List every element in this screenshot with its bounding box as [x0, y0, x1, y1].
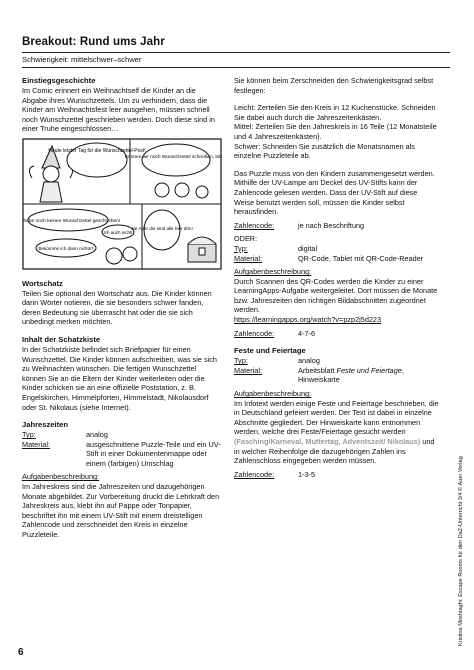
code-row-1 — [234, 221, 439, 231]
seasons-heading: Jahreszeiten — [22, 420, 69, 430]
type-value: analog — [86, 430, 108, 440]
cut-intro: Sie können beim Zerschneiden den Schwierigkeitsgrad selbst festlegen: — [234, 76, 434, 95]
task-text-end: und in welcher Reihenfolge die dazugehörigen Zahlen ins Zahlenschloss eingegeben werden müssen. — [234, 437, 435, 466]
task-label: Aufgabenbeschreibung: — [22, 472, 100, 482]
level-easy: Leicht: Zerteilen Sie den Kreis in 12 Kuchenstücke. Schneiden Sie dabei auch durch die Jahreszeitenkästen. — [234, 103, 436, 122]
vocab-text: Teilen Sie optional den Wortschatz aus. Die Kinder können darin Wörter notieren, die sie besonders schwer fanden, deren Bedeutung sie überrascht hat oder die sie sich unbedingt merken möchten. — [22, 288, 212, 327]
material-value: QR-Code, Tablet mit QR-Code-Reader — [298, 253, 424, 263]
holidays-type-row — [234, 356, 439, 366]
material-label: Material: — [234, 365, 262, 375]
chest-heading: Inhalt der Schatzkiste — [22, 334, 101, 344]
material-text-end: , Hinweiskarte — [298, 365, 404, 385]
difficulty-line: Schwierigkeit: mittelschwer–schwer — [22, 55, 142, 64]
holidays-task-text — [234, 399, 439, 466]
comic-bubble-6: Ja! Aber die sind alle hier drin! — [131, 225, 193, 231]
holidays-heading: Feste und Feiertage — [234, 346, 306, 356]
or-label: ODER: — [234, 234, 258, 244]
vocab-heading: Wortschatz — [22, 278, 63, 288]
highlighted-holidays: (Fasching/Karneval, Muttertag, Adventszeit/ Nikolaus) — [234, 437, 421, 446]
chest-text: In der Schatzkiste befindet sich Briefpapier für einen Wunschzettel. Die Kinder können aufschreiben, was sie sich zu Weihnachten wünschen. Die fertigen Wunschzettel können Sie an die Eltern der Kinder weiterleiten oder die Kinder schicken sie an eine offizielle Poststation, z. B. Engelskirchen, Himmelpforten, Himmelstadt, Nikolausdorf oder St. Nikolaus (siehe Internet). — [22, 344, 217, 412]
subtitle-divider — [22, 67, 450, 68]
intro-text: Im Comic erinnert ein Weihnachtself die Kinder an die Abgabe ihres Wunschzettels. Um zu verhindern, dass die Kinder am Weihnachtsfest leer ausgehen, müssen schnell noch Wunschzettel geschrieben werden. Doch diese sind in einer Truhe eingeschlossen… — [22, 86, 215, 134]
seasons-type-row — [22, 430, 222, 440]
comic-bubble-4: Ich auch nicht! — [103, 229, 133, 235]
learningapps-link[interactable]: https://learningapps.org/watch?v=pzp2j5d223 — [234, 315, 382, 325]
code-row-3 — [234, 470, 439, 480]
code-label: Zahlencode: — [234, 220, 275, 230]
digital-task-text: Durch Scannen des QR-Codes werden die Kinder zu einer LearningApps-Aufgabe weitergeleitet. Dort müssen die Monate bzw. Jahreszeiten den richtigen Bildabschnitten zugeordnet werden. — [234, 276, 438, 315]
material-value: ausgeschnittene Puzzle-Teile und ein UV-Stift in einer Dokumentenmappe oder einem (farbigen) Umschlag — [86, 439, 221, 468]
puzzle-text: Das Puzzle muss von den Kindern zusammengesetzt werden. Mithilfe der UV-Lampe am Deckel des UV-Stifts kann der Zahlencode gelesen werden. Dass der UV-Stift auf diese Weise benutzt werden soll, müssen die Kinder selbst herausfinden. — [234, 168, 435, 217]
page-number: 6 — [18, 647, 24, 658]
digital-type-row — [234, 244, 439, 254]
type-value: digital — [298, 243, 318, 253]
holidays-material-row — [234, 366, 439, 385]
code-value: 1-3-5 — [298, 469, 316, 479]
material-value — [298, 366, 439, 385]
material-label: Material: — [234, 253, 262, 263]
code-value: 4-7-6 — [298, 328, 316, 338]
level-hard: Schwer: Schneiden Sie zusätzlich die Monatsnamen als einzelne Puzzleteile ab. — [234, 141, 415, 161]
task-label: Aufgabenbeschreibung: — [234, 389, 312, 399]
page-title: Breakout: Rund ums Jahr — [22, 36, 165, 48]
intro-heading: Einstiegsgeschichte — [22, 76, 96, 85]
treasure-chest-icon — [188, 237, 216, 262]
type-label: Typ: — [22, 430, 36, 440]
code-row-2 — [234, 329, 439, 339]
credit-text: Kristina Moshtaghi: Escape Rooms für den DaZ-Unterricht 3/4 © Auer Verlag — [458, 456, 464, 646]
comic-illustration — [22, 138, 222, 270]
publisher-credit — [458, 456, 466, 670]
code-label: Zahlencode: — [234, 469, 275, 479]
comic-bubble-3: Ich habe noch keinen Wunschzettel geschrieben! — [22, 218, 121, 224]
level-medium: Mittel: Zerteilen Sie den Jahreskreis in 16 Teile (12 Monatsteile und 4 Jahreszeitenkästen). — [234, 122, 437, 141]
comic-bubble-5: Bekomme ich dann nichts? — [38, 245, 94, 251]
code-label: Zahlencode: — [234, 328, 275, 338]
title-divider — [22, 52, 450, 53]
seasons-task-text: Im Jahreskreis sind die Jahreszeiten und dazugehörigen Monate abgebildet. Zur Vorbereitung druckt die Lehrkraft den Jahreskreis aus, klebt ihn auf Pappe oder Tonpapier, beschriftet ihn mit einem UV-Stift mit einem dreistelligen Zahlencode und zerschneidet den Kreis in einzelne Puzzleteile. — [22, 482, 220, 540]
right-column — [234, 76, 439, 479]
seasons-material-row — [22, 440, 222, 469]
type-label: Typ: — [234, 356, 248, 366]
code-value: je nach Beschriftung — [298, 220, 365, 230]
type-label: Typ: — [234, 243, 248, 253]
material-text: Arbeitsblatt — [298, 365, 337, 375]
left-column — [22, 76, 222, 540]
task-label: Aufgabenbeschreibung: — [234, 267, 312, 277]
comic-bubble-1: Heute letzter Tag für die Wunschzettel-Post! — [48, 147, 146, 154]
comic-bubble-2: Können wir noch Wunschzettel schreiben, bitte? — [124, 154, 222, 160]
type-value: analog — [298, 356, 320, 366]
worksheet-title: Feste und Feiertage — [336, 365, 402, 375]
digital-material-row — [234, 254, 439, 264]
material-label: Material: — [22, 439, 50, 449]
task-text-start: Im Infotext werden einige Feste und Feiertage beschrieben, die in Deutschland gefeiert werden. Der Text ist dabei in einzelne Abschnitte gegliedert. Der Hinweiskarte kann entnommen werden, welche drei Feste/Feiertage gesucht werden — [234, 398, 439, 437]
